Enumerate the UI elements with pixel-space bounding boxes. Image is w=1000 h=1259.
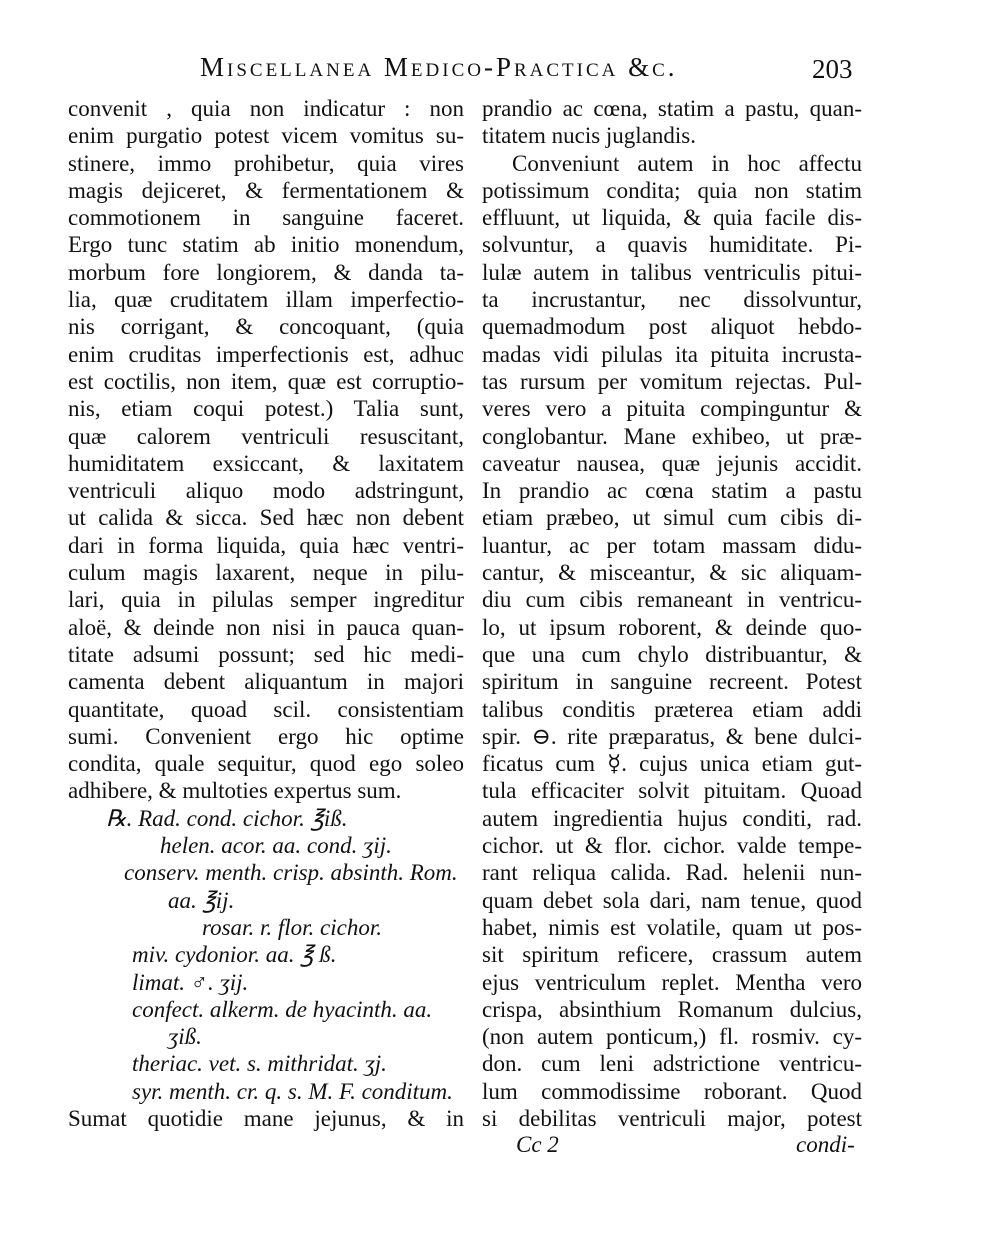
right-column [482,95,862,1132]
text-line: titate adsumi possunt; sed hic medi- [68,641,464,667]
text-line: convenit , quia non indicatur : non [68,96,464,121]
recipe-line: conserv. menth. crisp. absinth. Rom. [124,860,458,886]
text-line: nis corrigant, & concoquant, (quia [68,314,464,340]
text-line: ejus ventriculum replet. Mentha vero [482,969,862,995]
text-line: madas vidi pilulas ita pituita incrusta- [482,341,862,367]
text-line: quam debet sola dari, nam tenue, quod [482,887,862,913]
text-line: don. cum leni adstrictione ventricu- [482,1051,862,1077]
text-line: humiditatem exsiccant, & laxitatem [68,450,464,476]
text-line: enim cruditas imperfectionis est, adhuc [68,341,464,367]
text-line: enim purgatio potest vicem vomitus su- [68,123,464,149]
text-line: si debilitas ventriculi major, potest [482,1105,862,1131]
text-line: veres vero a pituita compinguntur & [482,396,862,422]
text-line: sit spiritum reficere, crassum autem [482,942,862,968]
text-line: crispa, absinthium Romanum dulcius, [482,996,862,1022]
text-line: tula efficaciter solvit pituitam. Quoad [482,778,862,804]
text-line: stinere, immo prohibetur, quia vires [68,150,464,176]
text-line: titatem nucis juglandis. [482,123,696,149]
text-line: lo, ut ipsum roborent, & deinde quo- [482,614,862,640]
recipe-line: theriac. vet. s. mithridat. ʒj. [132,1051,387,1077]
text-line: (non autem ponticum,) fl. rosmiv. cy- [482,1024,862,1050]
catchword: condi- [796,1132,855,1157]
text-line: autem ingredientia hujus conditi, rad. [482,805,862,831]
text-line: aloë, & deinde non nisi in pauca quan- [68,614,464,640]
text-line: In prandio ac cœna statim a pastu [482,478,862,504]
text-line: effluunt, ut liquida, & quia facile dis- [482,205,862,231]
left-column [68,95,464,1132]
text-line: ventriculi aliquo modo adstringunt, [68,478,464,504]
text-line: adhibere, & multoties expertus sum. [68,778,402,804]
recipe-line: helen. acor. aa. cond. ʒij. [160,833,392,859]
text-line: talibus conditis præterea etiam addi [482,696,862,722]
text-line: habet, nimis est volatile, quam ut pos- [482,914,862,940]
text-line: conglobantur. Mane exhibeo, ut præ- [482,423,862,449]
text-line: sumi. Convenient ergo hic optime [68,723,464,749]
text-line: magis dejiceret, & fermentationem & [68,177,464,203]
text-line: nis, etiam coqui potest.) Talia sunt, [68,396,464,422]
text-line: lulæ autem in talibus ventriculis pitui- [482,259,862,285]
text-line: quæ calorem ventriculi resuscitant, [68,423,464,449]
page-number: 203 [812,54,853,84]
text-line: luantur, ac per totam massam didu- [482,532,862,558]
text-line: morbum fore longiorem, & danda ta- [68,259,464,285]
text-line: culum magis laxarent, neque in pilu- [68,560,464,586]
text-line: ta incrustantur, nec dissolvuntur, [482,287,862,313]
recipe-line: limat. ♂. ʒij. [132,969,249,995]
text-line: ficatus cum ☿. cujus unica etiam gut- [482,751,862,777]
text-line: diu cum cibis remaneant in ventricu- [482,587,862,613]
text-line: lari, quia in pilulas semper ingreditur [68,587,464,613]
text-line: rant reliqua calida. Rad. helenii nun- [482,860,862,886]
text-line: cantur, & misceantur, & sic aliquam- [482,560,862,586]
text-line: quemadmodum post aliquot hebdo- [482,314,862,340]
text-line: condita, quale sequitur, quod ego soleo [68,751,464,777]
text-line: caveatur nausea, quæ jejunis accidit. [482,450,862,476]
text-line: que una cum chylo distribuantur, & [482,641,862,667]
text-line: etiam præbeo, ut simul cum cibis di- [482,505,862,531]
text-line: commotionem in sanguine faceret. [68,205,464,231]
text-line: lum commodissime roborant. Quod [482,1078,862,1104]
recipe-line: ℞. Rad. cond. cichor. ℥iß. [106,805,348,831]
text-line: quantitate, quoad scil. consistentiam [68,696,464,722]
text-line: prandio ac cœna, statim a pastu, quan- [482,96,862,121]
recipe-line: aa. ℥ij. [168,887,235,913]
text-line: spiritum in sanguine recreent. Potest [482,669,862,695]
text-line: potissimum condita; quia non statim [482,177,862,203]
text-line: Conveniunt autem in hoc affectu [512,150,862,176]
text-line: spir. ⊖. rite præparatus, & bene dulci- [482,723,862,749]
text-line: cichor. ut & flor. cichor. valde tempe- [482,833,862,859]
recipe-line: confect. alkerm. de hyacinth. aa. [132,996,433,1022]
recipe-line: miv. cydonior. aa. ℥ ß. [132,942,337,968]
signature-mark: Cc 2 [516,1132,559,1157]
text-line: ut calida & sicca. Sed hæc non debent [68,505,464,531]
running-title: Miscellanea Medico-Practica &c. [200,52,678,82]
recipe-line: rosar. r. flor. cichor. [202,914,382,940]
text-line: est coctilis, non item, quæ est corruptio- [68,368,464,394]
recipe-line: ʒiß. [168,1024,202,1050]
text-line: Ergo tunc statim ab initio monendum, [68,232,464,258]
text-line: solvuntur, a quavis humiditate. Pi- [482,232,862,258]
text-line: camenta debent aliquantum in majori [68,669,464,695]
text-line: dari in forma liquida, quia hæc ventri- [68,532,464,558]
text-line: Sumat quotidie mane jejunus, & in [68,1105,464,1131]
text-line: tas rursum per vomitum rejectas. Pul- [482,368,862,394]
recipe-line: syr. menth. cr. q. s. M. F. conditum. [132,1078,453,1104]
text-line: lia, quæ cruditatem illam imperfectio- [68,287,464,313]
